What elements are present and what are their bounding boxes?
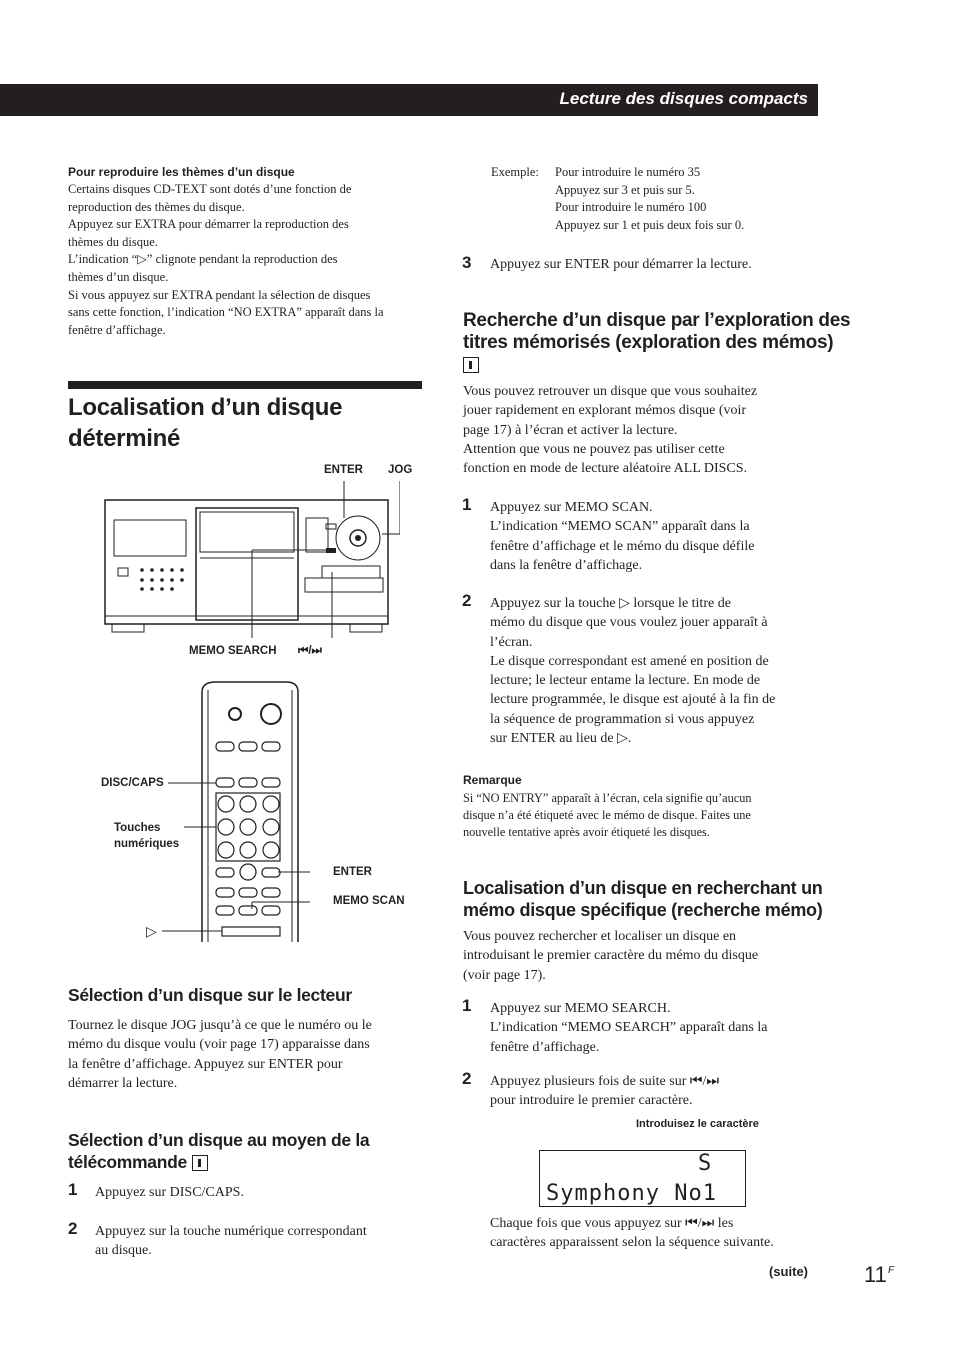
step-text: Appuyez plusieurs fois de suite sur ⏮/⏭ pour introduire le premier caractère. bbox=[490, 1074, 719, 1109]
lcd-text: Symphony No1 bbox=[546, 1181, 717, 1206]
section-banner bbox=[0, 84, 818, 116]
step-number: 2 bbox=[462, 591, 472, 610]
step-text: Appuyez sur la touche ▷ lorsque le titre de mémo du disque que vous voulez jouer apparaît à l’écran. Le disque correspondant est amené en position de lecture; le lecteur entame la lecture. En mode de lecture programmée, le disque est ajouté à la fin de la séquence de programmation si vous appuyez sur ENTER au lieu de ▷. bbox=[490, 596, 776, 747]
remote-illustration bbox=[140, 680, 310, 942]
page-language-marker: F bbox=[888, 1265, 895, 1276]
step-number: 1 bbox=[462, 996, 472, 1015]
step-number: 2 bbox=[462, 1069, 472, 1088]
themes-paragraph: Certains disques CD-TEXT sont dotés d’une fonction de reproduction des thèmes du disque. Appuyez sur EXTRA pour démarrer la reproduction des thèmes du disque. L’indication “▷” clignote pendant la reproduction des thèmes d’un disque. Si vous appuyez sur EXTRA pendant la sélection de disques sans cette fonction, l’indication “NO EXTRA” apparaît dans la fenêtre d’affichage. bbox=[68, 182, 384, 337]
label-skip: ⏮/⏭ bbox=[298, 645, 322, 657]
step-number: 2 bbox=[68, 1219, 78, 1238]
memo-search-intro: Vous pouvez rechercher et localiser un disque en introduisant le premier caractère du mémo du disque (voir page 17). bbox=[463, 929, 759, 983]
after-display-text: Chaque fois que vous appuyez sur ⏮/⏭ les caractères apparaissent selon la séquence suivante. bbox=[490, 1216, 774, 1251]
note-heading: Remarque bbox=[463, 773, 522, 787]
step-text: Appuyez sur la touche numérique correspondant au disque. bbox=[95, 1224, 367, 1259]
sel-player-paragraph: Tournez le disque JOG jusqu’à ce que le numéro ou le mémo du disque voulu (voir page 17) apparaisse dans la fenêtre d’affichage. Appuyez sur ENTER pour démarrer la lecture. bbox=[68, 1018, 372, 1091]
example-label: Exemple: bbox=[491, 165, 539, 179]
step-number: 1 bbox=[68, 1180, 78, 1199]
example-lines: Pour introduire le numéro 35 Appuyez sur 3 et puis sur 5. Pour introduire le numéro 100 Appuyez sur 1 et puis deux fois sur 0. bbox=[555, 165, 745, 232]
step-text: Appuyez sur MEMO SCAN. L’indication “MEMO SCAN” apparaît dans la fenêtre d’affichage et le mémo du disque défile dans la fenêtre d’affichage. bbox=[490, 500, 755, 573]
memo-search-heading: Localisation d’un disque en recherchant un mémo disque spécifique (recherche mémo) bbox=[463, 878, 823, 920]
sel-remote-heading: Sélection d’un disque au moyen de la télécommande bbox=[68, 1130, 370, 1172]
blinking-character: S bbox=[698, 1151, 712, 1176]
label-jog: JOG bbox=[388, 464, 413, 476]
label-enter-player: ENTER bbox=[324, 464, 363, 476]
step-text: Appuyez sur ENTER pour démarrer la lecture. bbox=[490, 257, 752, 272]
remote-icon bbox=[192, 1155, 208, 1171]
suite-label: (suite) bbox=[769, 1264, 808, 1279]
play-icon: ▷ bbox=[146, 923, 157, 939]
label-memo-scan: MEMO SCAN bbox=[333, 895, 405, 907]
sel-player-heading: Sélection d’un disque sur le lecteur bbox=[68, 985, 352, 1005]
page-number: 11 bbox=[864, 1262, 887, 1287]
label-touches: Touches numériques bbox=[114, 822, 180, 850]
lcd-display bbox=[539, 1150, 746, 1207]
step-text: Appuyez sur MEMO SEARCH. L’indication “MEMO SEARCH” apparaît dans la fenêtre d’affichage. bbox=[490, 1001, 768, 1055]
label-enter-remote: ENTER bbox=[333, 866, 372, 878]
cd-player-illustration bbox=[100, 478, 400, 638]
step-number: 3 bbox=[462, 253, 472, 272]
section-title: Lecture des disques compacts bbox=[559, 89, 808, 108]
label-memo-search: MEMO SEARCH bbox=[189, 645, 277, 657]
label-disc-caps: DISC/CAPS bbox=[101, 777, 164, 789]
themes-heading: Pour reproduire les thèmes d’un disque bbox=[68, 165, 295, 179]
display-caption: Introduisez le caractère bbox=[636, 1118, 759, 1130]
step-text: Appuyez sur DISC/CAPS. bbox=[95, 1185, 244, 1200]
remote-icon bbox=[463, 357, 479, 373]
memo-scan-heading: Recherche d’un disque par l’exploration des titres mémorisés (exploration des mémos) bbox=[463, 310, 850, 376]
memo-scan-intro: Vous pouvez retrouver un disque que vous souhaitez jouer rapidement en explorant mémos disque (voir page 17) à l’écran et activer la lecture. Attention que vous ne pouvez pas utiliser cette fonction en mode de lecture aléatoire ALL DISCS. bbox=[463, 384, 758, 477]
main-title: Localisation d’un disque déterminé bbox=[68, 394, 343, 452]
note-paragraph: Si “NO ENTRY” apparaît à l’écran, cela signifie qu’aucun disque n’a été étiqueté avec le mémo de disque. Faites une nouvelle tentative après avoir étiqueté les disques. bbox=[463, 791, 752, 839]
title-rule bbox=[68, 381, 422, 389]
step-number: 1 bbox=[462, 495, 472, 514]
